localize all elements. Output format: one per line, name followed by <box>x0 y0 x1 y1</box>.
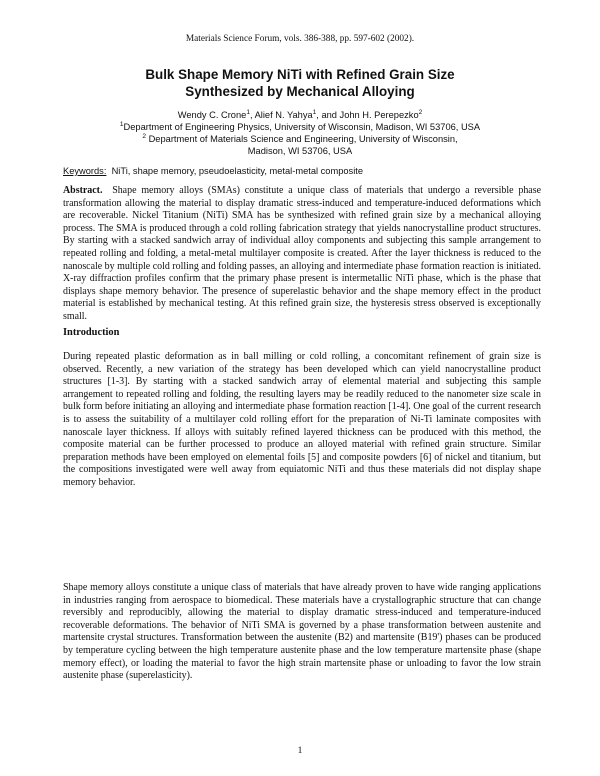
abstract-paragraph <box>63 185 541 324</box>
author-affiliation-mark: 2 <box>418 108 423 116</box>
abstract-text: Shape memory alloys (SMAs) constitute a unique class of materials that undergo a reversible phase transformation allowing the material to display dramatic stress-induced and temperature-induced deformations which are recoverable. Nickel Titanium (NiTi) SMA has be synthesized with refined grain size by a mechanical alloying process. The SMA is produced through a cold rolling fabrication strategy that yields nanocrystalline product structures. By starting with a stacked sandwich array of individual alloy components and subjecting this sample arrangement to repeated rolling and folding, a metal-metal multilayer composite is created. After the layer thickness is reduced to the nanoscale by multiple cold rolling and folding passes, an alloying and intermediate phase formation reaction is initiated. X-ray diffraction profiles confirm that the primary phase present is intermetallic NiTi phase, which is the phase that displays shape memory behavior. The presence of superelastic behavior and the shape memory effect in the product material is established by mechanical testing. At this refined grain size, the hysteresis stress observed is exceptionally small. <box>63 185 541 322</box>
title-line-1: Bulk Shape Memory NiTi with Refined Grain Size <box>145 67 455 82</box>
keywords-line <box>63 166 543 176</box>
author-affiliation-mark: 1 <box>246 108 250 116</box>
author-affiliation-mark: 1 <box>312 108 317 116</box>
affiliation-text: Department of Engineering Physics, University of Wisconsin, Madison, WI 53706, USA <box>123 122 481 132</box>
affiliation-2 <box>60 134 540 157</box>
author-list <box>60 110 540 122</box>
affiliation-text-line-2: Madison, WI 53706, USA <box>247 145 353 156</box>
affiliation-mark: 2 <box>142 132 146 140</box>
author-name: Wendy C. Crone <box>177 110 247 120</box>
journal-citation: Materials Science Forum, vols. 386-388, pp. 597-602 (2002). <box>185 34 415 44</box>
keywords-text: NiTi, shape memory, pseudoelasticity, metal-metal composite <box>111 166 364 176</box>
introduction-paragraph-1: During repeated plastic deformation as in ball milling or cold rolling, a concomitant refinement of grain size is observed. Recently, a new variation of the strategy has been developed which can yield nanocrystalline product structures [1-3]. By starting with a stacked sandwich array of elemental material and subjecting this sample arrangement to repeated rolling and folding, the resulting layers may be readily reduced to the nanometer size scale in bulk form before initiating an alloying and intermediate phase formation reaction [1-4]. One goal of the current research is to assess the suitability of a multilayer cold rolling effort for the preparation of Ni-Ti laminate composites with nanoscale layer thickness. If alloys with suitably refined layered thickness can be produced with this method, the composite material can be further processed to produce an alloyed material with refined grain structure. Similar preparation methods have been employed on elemental foils [5] and composite powders [6] of nickel and titanium, but the compositions investigated were well away from equiatomic NiTi and thus these materials did not display shape memory behavior. <box>63 351 541 488</box>
affiliation-mark: 1 <box>119 120 124 128</box>
paper-title <box>60 66 540 100</box>
author-separator: , and <box>316 110 340 120</box>
keywords-label: Keywords: <box>63 166 107 176</box>
author-separator: , <box>249 110 255 120</box>
affiliation-text: Department of Materials Science and Engineering, University of Wisconsin, <box>148 134 458 144</box>
title-line-2: Synthesized by Mechanical Alloying <box>185 84 415 99</box>
abstract-label: Abstract. <box>63 185 103 196</box>
page-number: 1 <box>297 746 303 756</box>
author-name: John H. Perepezko <box>339 110 419 120</box>
introduction-paragraph-2: Shape memory alloys constitute a unique class of materials that have already proven to have wide ranging applications in industries ranging from aerospace to biomedical. These materials have a crystallographic structure that can change reversibly and reproducibly, allowing the material to display dramatic stress-induced and temperature-induced recoverable deformations. The behavior of NiTi SMA is governed by a phase transformation between austenite and martensite crystal structures. Transformation between the austenite (B2) and martensite (B19') phases can be produced by temperature cycling between the high temperature austenite phase and the low temperature martensite phase (shape memory effect), or loading the material to favor the high strain martensite phase or unloading to favor the low strain austenite phase (superelasticity). <box>63 582 541 682</box>
section-heading-introduction: Introduction <box>63 327 120 338</box>
affiliation-1 <box>60 122 540 134</box>
author-name: Alief N. Yahya <box>254 110 313 120</box>
